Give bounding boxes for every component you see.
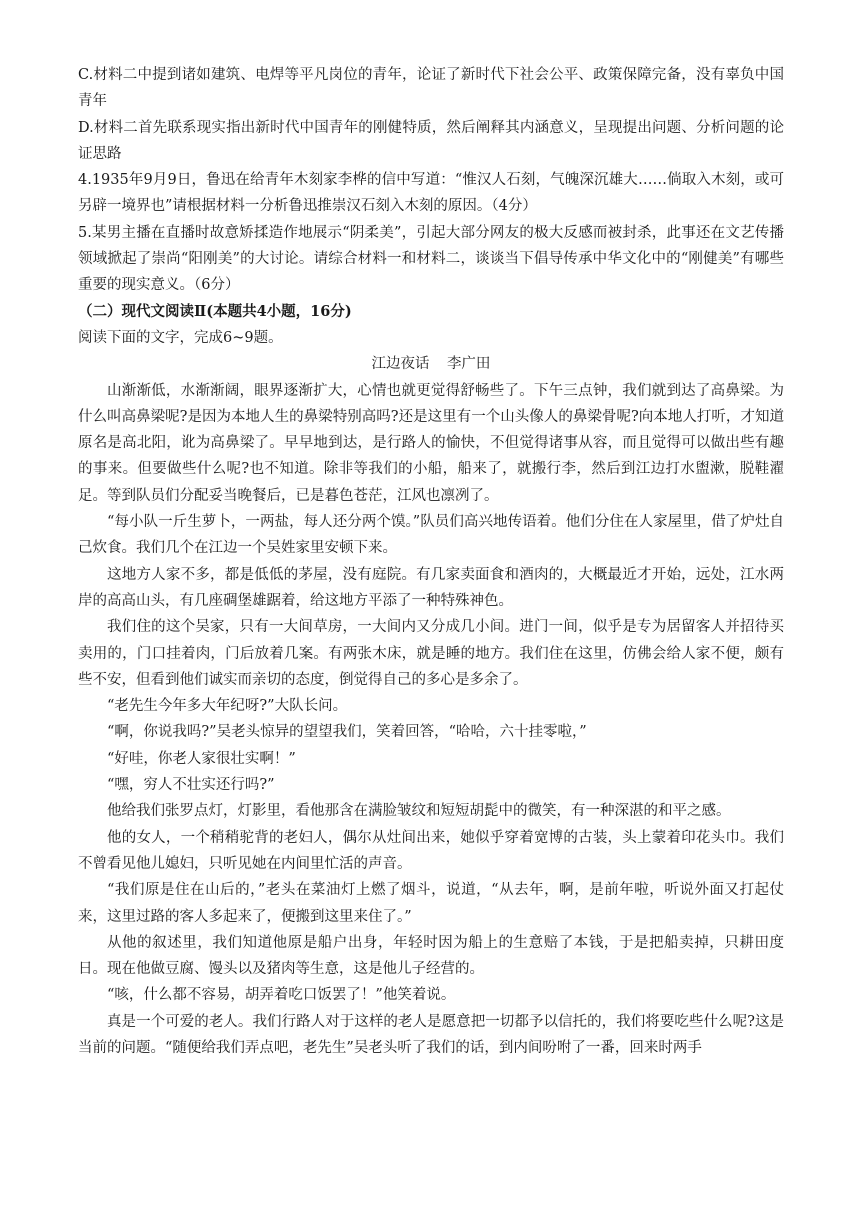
paragraph: “老先生今年多大年纪呀?”大队长问。 [107,698,348,715]
paragraph: 山渐渐低，水渐渐阔，眼界逐渐扩大，心情也就更觉得舒畅些了。下午三点钟，我们就到达了高鼻梁。为什么叫高鼻梁呢?是因为本地人生的鼻梁特别高吗?还是这里有一个山头像人的鼻梁骨呢?向本地人打听，才知道原名是高北阳，讹为高鼻梁了。早早地到达，是行路人的愉快，不但觉得诸事从容，而且觉得可以做出些有趣的事来。但要做些什么呢?也不知道。除非等我们的小船，船来了，就搬行李，然后到江边打水盥漱，脱鞋濯足。等到队员们分配妥当晚餐后，已是暮色苍茫，江风也凛冽了。 [78,382,784,504]
option-d: D.材料二首先联系现实指出新时代中国青年的刚健特质，然后阐释其内涵意义，呈现提出问题、分析问题的论证思路 [78,119,784,162]
paragraph: “嘿，穷人不壮实还行吗?” [107,777,275,794]
paragraph: 他的女人，一个稍稍驼背的老妇人，偶尔从灶间出来，她似乎穿着宽博的古装，头上蒙着印花头巾。我们不曾看见他儿媳妇，只听见她在内间里忙活的声音。 [78,829,784,872]
question-4: 4.1935年9月9日，鲁迅在给青年木刻家李桦的信中写道：“惟汉人石刻，气魄深沉雄大……倘取入木刻，或可另辟一境界也”请根据材料一分析鲁迅推崇汉石刻入木刻的原因。（4分） [78,172,784,215]
paragraph: 真是一个可爱的老人。我们行路人对于这样的老人是愿意把一切都予以信托的，我们将要吃些什么呢?这是当前的问题。“随便给我们弄点吧，老先生”吴老头听了我们的话，到内间吩咐了一番，回来时两手 [78,1013,784,1056]
paragraph: 这地方人家不多，都是低低的茅屋，没有庭院。有几家卖面食和酒肉的，大概最近才开始，远处，江水两岸的高高山头，有几座碉堡雄踞着，给这地方平添了一种特殊神色。 [78,566,784,609]
instruction: 阅读下面的文字，完成6~9题。 [78,329,283,346]
paragraph: “啊，你说我吗?”吴老头惊异的望望我们，笑着回答，“哈哈，六十挂零啦，” [107,724,587,741]
paragraph: “咳，什么都不容易，胡弄着吃口饭罢了！”他笑着说。 [107,987,456,1004]
paragraph: 从他的叙述里，我们知道他原是船户出身，年轻时因为船上的生意赔了本钱，于是把船卖掉，只耕田度日。现在他做豆腐、馒头以及猪肉等生意，这是他儿子经营的。 [78,934,784,978]
article-title-line [78,351,784,377]
article-author: 李广田 [446,356,491,373]
paragraph: “每小队一斤生萝卜，一两盐，每人还分两个馍。”队员们高兴地传语着。他们分住在人家屋里，借了炉灶自己炊食。我们几个在江边一个吴姓家里安顿下来。 [78,514,784,557]
paragraph: “我们原是住在山后的，”老头在菜油灯上燃了烟斗，说道，“从去年，啊，是前年啦，听说外面又打起仗来，这里过路的客人多起来了，便搬到这里来住了。” [78,882,784,925]
paragraph: “好哇，你老人家很壮实啊！” [107,750,296,767]
paragraph: 他给我们张罗点灯，灯影里，看他那含在满脸皱纹和短短胡髭中的微笑，有一种深湛的和平之感。 [107,803,731,820]
question-5: 5.某男主播在直播时故意矫揉造作地展示“阴柔美”，引起大部分网友的极大反感而被封杀，此事还在文艺传播领域掀起了崇尚“阳刚美”的大讨论。请综合材料一和材料二，谈谈当下倡导传承中华文化中的“刚健美”有哪些重要的现实意义。（6分） [78,224,784,294]
section-heading: （二）现代文阅读Ⅱ(本题共4小题，16分) [78,302,352,320]
paragraph: 我们住的这个吴家，只有一大间草房，一大间内又分成几小间。进门一间，似乎是专为居留客人并招待买卖用的，门口挂着肉，门后放着几案。有两张木床，就是睡的地方。我们住在这里，仿佛会给人家不便，颇有些不安，但看到他们诚实而亲切的态度，倒觉得自己的多心是多余了。 [78,619,784,688]
document-page [78,62,784,1061]
article-title: 江边夜话 [371,356,430,373]
option-c: C.材料二中提到诸如建筑、电焊等平凡岗位的青年，论证了新时代下社会公平、政策保障完备，没有辜负中国青年 [78,67,784,110]
